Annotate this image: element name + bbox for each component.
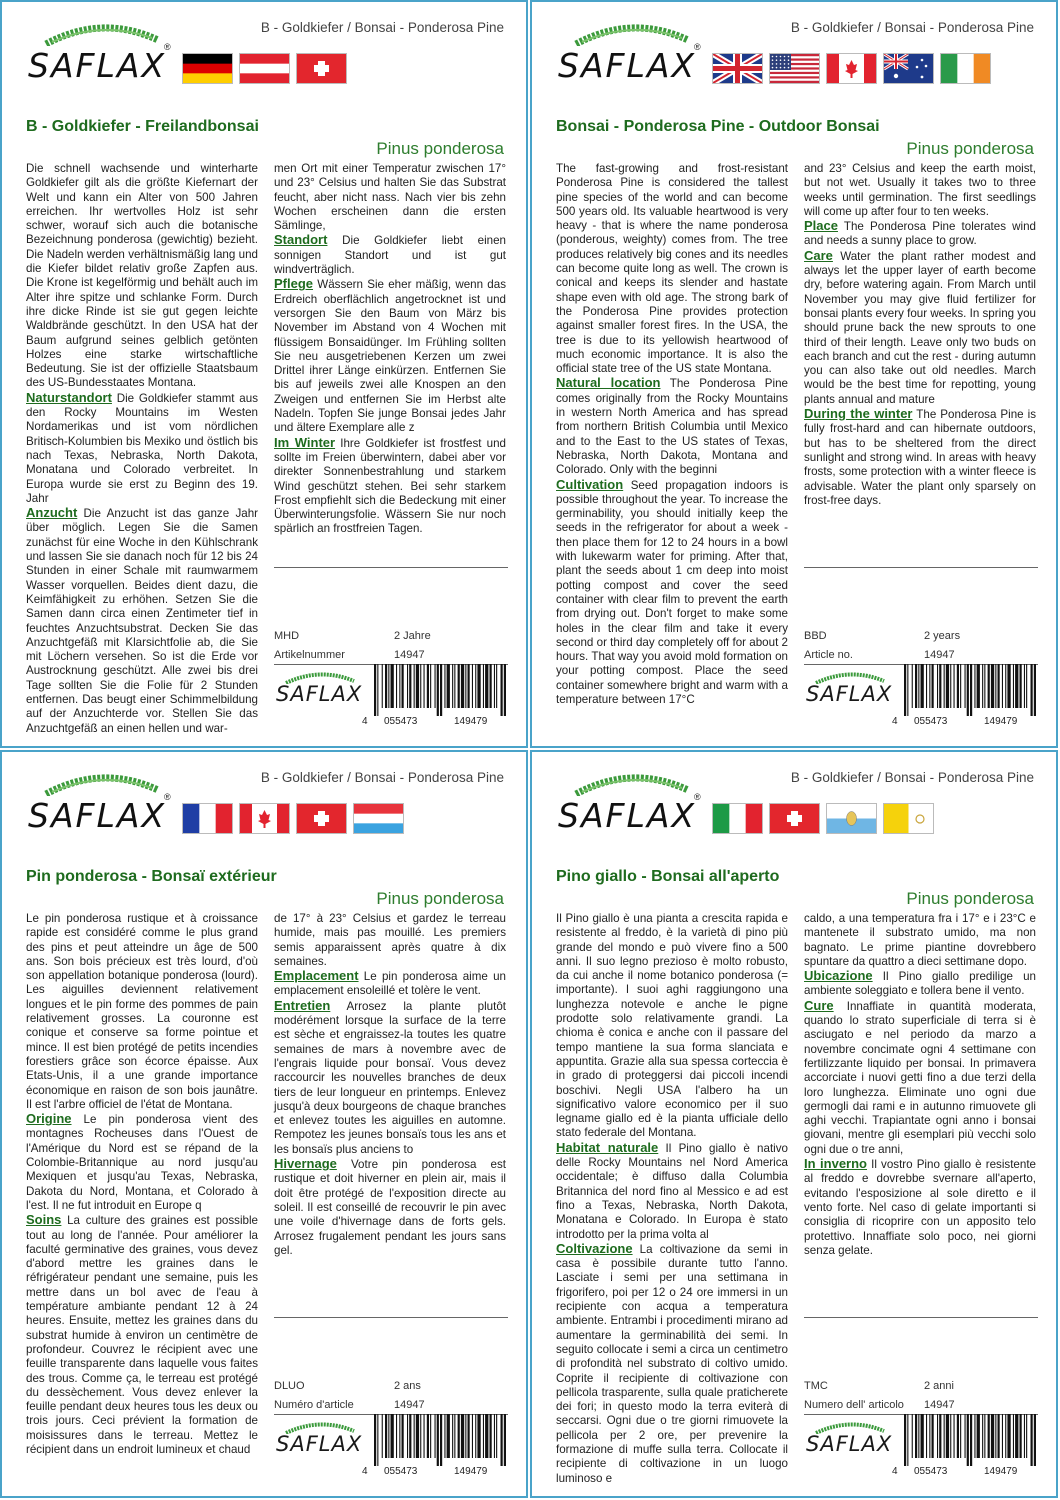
section-heading: Origine [26,1111,72,1127]
header-line: B - Goldkiefer / Bonsai - Ponderosa Pine [790,20,1034,35]
paragraph [274,969,506,999]
paragraph-text: The Ponderosa Pine comes originally from the Rocky Mountains in western North America and has spread from northern British Columbia until Mexico and to the East to the US states of Texas, Nebraska, North Dakota, Montana and Colorado. Only with the beginni [556,377,788,477]
barcode-digits-left: 055473 [384,716,418,727]
paragraph [556,376,788,477]
section-heading: Entretien [274,997,331,1013]
section-heading: Cure [804,997,834,1013]
brand-wordmark-small: SAFLAX [806,682,893,706]
section-heading: Emplacement [274,968,359,984]
paragraph-text: Water the plant rather modest and always let the upper layer of earth become dry, before watering again. From March until November you may give fluid fertilizer for bonsai plants every four weeks. In spring you should prune back the new sprouts to one third of their length. Leave only two buds on each branch and cut the rest - during autumn you can also take out old needles. March would be the best time for repotting, young plants annual and mature [804,249,1036,406]
paragraph-text: Le pin ponderosa rustique et à croissance rapide est considéré comme le plus grand des pins et peut atteindre un âge de 500 ans. Son bois précieux est très lourd, d'où son appellation botanique ponderosa (lourd). Les aiguilles deviennent relativement longues et le pin forme des pommes de pain relativement grosses. La couronne est conique et conserve sa forme pointue et mince. Il est bien protégé de petits incendies forestiers grâce son écorce épaisse. Aux Etats-Unis, il a une grande importance économique en raison de son bois jaunâtre. Il est l'arbre officiel de l'état de Montana. [26,912,258,1111]
paragraph [274,999,506,1157]
flag-sm-icon [826,803,877,834]
paragraph [26,391,258,506]
section-heading: Pflege [274,276,314,292]
flag-ch-icon [769,803,820,834]
paragraph-text: Die Anzucht ist das ganze Jahr über möglich. Legen Sie die Samen zunächst für eine Woche in den Kühlschrank und lassen Sie sie danach noch für 12 bis 24 Stunden in einer Schale mit raumwarmem Wasser vorquellen. Beides dient dazu, die Keimfähigkeit zu erhöhen. Setzen Sie die Samen dann circa einen Zentimeter tief in feuchtes Anzuchtsubstrat. Decken Sie das Anzuchtgefäß mit Klarsichtfolie ab, die Sie mit Löchern versehen. So ist die Erde vor Austrocknung geschützt. Alle zwei bis drei Tage sollten Sie die Folie für 2 Stunden entfernen. Das beugt einer Schimmelbildung auf der Anzuchterde vor. Stellen Sie das Anzuchtgefäß an einen hellen und war- [26,507,258,735]
saflax-mini-logo [804,670,899,715]
paragraph-text: Die Goldkiefer stammt aus den Rocky Mountains im Westen Nordamerikas und ist vom nördlichen Britisch-Kolumbien bis Mexiko und östlich bis nach Texas, Nebraska, North Dakota, Monatana und Colorado verbreitet. In Europa wurde sie erst zu Beginn des 19. Jahr [26,391,258,505]
text-column-left [26,912,258,1457]
section-heading: Care [804,247,833,263]
paragraph [26,506,258,736]
header-line: B - Goldkiefer / Bonsai - Ponderosa Pine [790,770,1034,785]
section-heading: Standort [274,232,328,248]
section-heading: Habitat naturale [556,1139,659,1155]
barcode-digits-right: 149479 [454,716,488,727]
paragraph [804,219,1036,249]
barcode-digits-left: 055473 [914,1466,948,1477]
paragraph [556,912,788,1141]
paragraph [804,999,1036,1157]
flag-row [182,803,404,834]
latin-name: Pinus ponderosa [376,139,504,158]
flag-ch-icon [296,803,347,834]
paragraph [556,162,788,376]
brand-wordmark-small: SAFLAX [276,682,363,706]
brand-wordmark: SAFLAX [28,796,167,835]
paragraph-text: Il Pino giallo è nativo delle Rocky Mountains nel Nord America occidentale; è diffuso dalla Columbia Britannica del nord fino al Messico e ad est fino a Texas, Nebraska, North Dakota, Monatana e Colorado. In Europa è stato introdotto per la prima volta al [556,1141,788,1241]
paragraph-text: Ihre Goldkiefer ist frostfest und sollte im Freien überwintern, dabei aber vor direkter Sonnenbestrahlung und starkem Wind geschützt stehen. Bei sehr starkem Frost empfiehlt sich die Bedeckung mit einer Überwinterungsfolie. Wässern Sie nur noch spärlich an frostfreien Tagen. [274,436,506,536]
text-column-right [274,912,506,1258]
meta-value: 2 years [924,630,961,642]
section-heading: Natural location [556,375,661,391]
grass-arc-icon [42,770,162,796]
latin-name: Pinus ponderosa [376,889,504,908]
paragraph-text: Il Pino giallo è una pianta a crescita rapida e resistente al freddo, è la varietà di pino più grande del mondo e può vivere fino a 500 anni. Il suo legno prezioso è molto robusto, da cui anche il nome botanico ponderosa (= importante). I suoi aghi raggiungono una lunghezza notevole e anche le pigne prodotte solo relativamente grandi. La chioma è conica e anche con il passare del tempo mantiene la sua forma slanciata e appuntita. Grazie alla sua spessa corteccia è in grado di proteggersi dai piccoli incendi boschivi. Negli USA l'albero ha un significativo valore economico per il suo legname giallo ed è la pianta ufficiale dello stato federale del Montana. [556,912,788,1140]
brand-wordmark: SAFLAX [28,46,167,85]
barcode-digits-left: 055473 [914,716,948,727]
section-heading: Anzucht [26,505,78,521]
paragraph-text: Arrosez la plante plutôt modérément lorsque la surface de la terre est sèche et engraissez-la toutes les quatre semaines de mars à novembre avec de l'engrais liquide pour bonsaï. Vous devez raccourcir les nouvelles branches de deux tiers de leur longueur en printemps. Enlevez jusqu'à deux bourgeons de chaque branches et enlevez toutes les aiguilles en automne. Rempotez les jeunes bonsaïs tous les ans et les bonsaïs plus anciens to [274,999,506,1156]
meta-label: Artikelnummer [274,649,345,661]
paragraph [804,407,1036,508]
saflax-mini-logo [804,1420,899,1465]
meta-label: TMC [804,1380,828,1392]
saflax-mini-logo [274,670,369,715]
paragraph [274,912,506,969]
saflax-logo [556,18,706,88]
barcode-digits-right: 149479 [984,1466,1018,1477]
paragraph-text: de 17° à 23° Celsius et gardez le terreau humide, mais pas mouillé. Les premiers semis apparaissent après quatre à dix semaines. [274,912,506,968]
saflax-logo [26,768,176,838]
barcode-digit-prefix: 4 [892,1466,898,1477]
section-heading: Im Winter [274,434,336,450]
meta-row-article [804,1399,1038,1411]
paragraph-text: Le pin ponderosa vient des montagnes Rocheuses dans l'Ouest de l'Amérique du Nord est se répand de la Colombie-Britannique au nord jusqu'au Mexiquen et jusqu'au Texas, Nebraska, Dakota du Nord, Montana, et Colorado à l'est. Il ne fut introduit en Europe q [26,1113,258,1212]
meta-value: 2 anni [924,1380,954,1392]
section-heading: Cultivation [556,476,624,492]
brand-wordmark-small: SAFLAX [806,1432,893,1456]
saflax-logo [26,18,176,88]
paragraph-text: La culture des graines est possible tout au long de l'année. Pour améliorer la faculté germinative des graines, vous devez d'abord mettre les graines dans le réfrigérateur pendant une semaine, puis les mettre dans un bol avec de l'eau à température ambiante pendant 12 à 24 heures. Ensuite, mettez les graines dans du substrat humide à environ un centimètre de profondeur. Couvrez le récipient avec une feuille transparente dans laquelle vous faites des trous. Comme ça, le terreau est protégé du dessèchement. Vous devez enlever la feuille pendant deux heures tous les deux ou trois jours. Ceci prévient la formation de moisissures dans le terreau. Mettez le récipient dans un endroit lumineux et chaud [26,1214,258,1456]
section-heading: Hivernage [274,1156,337,1172]
paragraph-text: La coltivazione da semi in casa è possibile durante tutto l'anno. Lasciate i semi per una settimana in frigorifero, poi per 12 o 24 ore immersi in un recipiente con acqua a temperatura ambiente. Entrambi i procedimenti mirano ad aumentare la germinabilità dei semi. In seguito collocate i semi a circa un centimetro di profondità nel substrato di coltivo umido. Coprite il recipiente di coltivazione con pellicola trasparente, sulla quale praticherete dei fori; in questo modo la terra eviterà di seccarsi. Ogni due o tre giorni rimuovete la pellicola per 2 ore, per prevenire la formazione di muffe sulla terra. Collocate il recipiente di coltivazione in un luogo luminoso e [556,1242,788,1485]
paragraph [274,233,506,277]
flag-ch-icon [296,53,347,84]
meta-value: 2 ans [394,1380,421,1392]
registered-mark: ® [694,42,701,52]
paragraph-text: Le pin ponderosa aime un emplacement ensoleillé et tolère le vent. [274,970,506,998]
meta-label: MHD [274,630,300,642]
paragraph [804,912,1036,969]
barcode-digits-left: 055473 [384,1466,418,1477]
meta-row-expiry [274,630,508,642]
paragraph-text: Il Pino giallo predilige un ambiente soleggiato e tollera bene il vento. [804,970,1036,998]
paragraph [274,277,506,435]
section-heading: Soins [26,1212,62,1228]
barcode-icon [372,1414,508,1466]
section-heading: Ubicazione [804,968,873,984]
flag-ca-icon [826,53,877,84]
panel-german [0,0,528,748]
paragraph-text: Il vostro Pino giallo è resistente al freddo e dovrebbe svernare all'aperto, evitando l'esposizione al sole diretto e il vento forte. Nel caso di gelate importanti si consiglia di ricoprire con un apposito telo protettivo. Innaffiate solo poco, nei giorni senza gelate. [804,1158,1037,1257]
panel-english [530,0,1058,748]
meta-row-expiry [804,630,1038,642]
flag-au-icon [883,53,934,84]
paragraph [26,1112,258,1213]
paragraph-text: Seed propagation indoors is possible throughout the year. To increase the germinability, you should initially keep the seeds in the refrigerator for about a week - then place them for 12 to 24 hours in a bowl with lukewarm water for priming. After that, plant the seeds about 1 cm deep into moist potting compost and cover the seed container with clear film to prevent the earth from drying out. Don't forget to make some holes in the clear film and take it every second or third day completely off for about 2 hours. That way you avoid mold formation on your potting compost. Place the seed container somewhere bright and warm with a temperature between 17°C [556,478,788,706]
meta-row-expiry [274,1380,508,1392]
meta-value: 14947 [394,1399,425,1411]
meta-label: Numéro d'article [274,1399,354,1411]
barcode-digit-prefix: 4 [362,716,368,727]
paragraph-text: caldo, a una temperatura fra i 17° e i 23°C e mantenete il substrato umido, ma non bagnato. Le prime piantine dovrebbero spuntare da quattro a dieci settimane dopo. [804,912,1036,968]
flag-ie-icon [940,53,991,84]
section-heading: Coltivazione [556,1240,633,1256]
barcode-icon [372,664,508,716]
paragraph [26,1213,258,1457]
paragraph-text: The fast-growing and frost-resistant Ponderosa Pine is considered the tallest pine species of the world and can become 500 years old. Its valuable heartwood is very heavy - that is where the name ponderosa (ponderous, weighty) comes from. The tree produces relatively big cones and its needles can become quite long as well. The crown is conical and keeps its slender and hastate shape even with old age. The strong bark of the Ponderosa Pine provides protection against smaller forest fires. In the USA, the tree is due to its yellowish heartwood of much economic importance. It is also the official state tree of the US state Montana. [556,162,788,376]
meta-label: BBD [804,630,827,642]
barcode-digits-right: 149479 [984,716,1018,727]
brand-wordmark: SAFLAX [558,796,697,835]
panel-french [0,750,528,1498]
paragraph [274,162,506,233]
latin-name: Pinus ponderosa [906,889,1034,908]
separator [804,567,1038,568]
flag-va-icon [883,803,934,834]
panel-italian [530,750,1058,1498]
text-column-left [556,912,788,1486]
text-column-right [274,162,506,537]
meta-row-article [804,649,1038,661]
section-heading: Naturstandort [26,389,112,405]
flag-fr-icon [182,803,233,834]
meta-value: 14947 [394,649,425,661]
flag-row [712,53,991,84]
meta-value: 2 Jahre [394,630,431,642]
product-title: Pin ponderosa - Bonsaï extérieur [26,868,277,885]
text-column-right [804,912,1036,1258]
meta-row-expiry [804,1380,1038,1392]
brand-wordmark-small: SAFLAX [276,1432,363,1456]
separator [804,1317,1038,1318]
product-title: B - Goldkiefer - Freilandbonsai [26,118,259,135]
separator [274,567,508,568]
flag-lu-icon [353,803,404,834]
text-column-left [556,162,788,707]
latin-name: Pinus ponderosa [906,139,1034,158]
saflax-mini-logo [274,1420,369,1465]
saflax-logo [556,768,706,838]
paragraph-text: Die schnell wachsende und winterharte Goldkiefer gilt als die größte Kiefernart der Welt und kann ein Alter von 500 Jahren erreichen. Ihr wertvolles Holz ist sehr schwer, worauf sich auch die botanische Bezeichnung ponderosa (gewichtig) bezieht. Die Nadeln werden verhältnismäßig lang und die Kiefer bildet relativ große Zapfen aus. Die Krone ist kegelförmig und behält auch im Alter ihre spitze und schlanke Form. Durch ihre dicke Rinde ist sie gut gegen leichte Waldbrände geschützt. In den USA hat der Baum aufgrund seines gelblich getönten Holzes eine starke wirtschaftliche Bedeutung. Sie ist der offizielle Staatsbaum des US-Bundesstaates Montana. [26,162,258,390]
flag-it-icon [712,803,763,834]
flag-row [712,803,934,834]
meta-value: 14947 [924,1399,955,1411]
product-title: Bonsai - Ponderosa Pine - Outdoor Bonsai [556,118,880,135]
flag-us-icon [769,53,820,84]
flag-gb-icon [712,53,763,84]
section-heading: In inverno [804,1156,868,1172]
paragraph [274,1157,506,1258]
meta-value: 14947 [924,649,955,661]
paragraph-text: Die Goldkiefer liebt einen sonnigen Standort und ist gut windverträglich. [274,234,506,277]
paragraph-text: Votre pin ponderosa est rustique et doit hiverner en plein air, mais il doit être protégé de l'exposition directe au soleil. Il est conseillé de recouvrir le pin avec une voile d'hivernage dans de forts gels. Arrosez frugalement pendant les jours sans gel. [274,1158,506,1257]
registered-mark: ® [164,792,171,802]
paragraph [274,436,506,537]
paragraph-text: men Ort mit einer Temperatur zwischen 17° und 23° Celsius und halten Sie das Substrat feucht, aber nicht nass. Nach vier bis zehn Wochen erscheinen dann die ersten Sämlinge, [274,162,506,233]
barcode-icon [902,664,1038,716]
section-heading: Place [804,218,838,234]
flag-at-icon [239,53,290,84]
barcode-digits-right: 149479 [454,1466,488,1477]
separator [274,1317,508,1318]
text-column-right [804,162,1036,508]
meta-row-article [274,649,508,661]
grass-arc-icon [42,20,162,46]
meta-row-article [274,1399,508,1411]
flag-ca-icon [239,803,290,834]
paragraph-text: and 23° Celsius and keep the earth moist, but not wet. Usually it takes two to three weeks until germination. The first seedlings will come up after four to ten weeks. [804,162,1036,218]
registered-mark: ® [694,792,701,802]
paragraph [556,1141,788,1242]
meta-label: Numero dell' articolo [804,1399,904,1411]
paragraph [556,478,788,708]
flag-de-icon [182,53,233,84]
meta-label: Article no. [804,649,853,661]
barcode-icon [902,1414,1038,1466]
paragraph [26,912,258,1112]
paragraph-text: Innaffiate in quantità moderata, quando lo strato superficiale di terra si è asciugato e nel periodo da marzo a novembre concimate ogni 4 settimane con fertilizzante liquido per bonsai. In primavera accorciate i nuovi getti fino a due terzi della loro lunghezza. Eliminate uno ogni due germogli dai rami e in autunno rimuovete gli aghi vecchi. Trapiantate ogni anno i bonsai giovani, mentre gli esemplari più vecchi solo ogni due o tre anni, [804,999,1036,1156]
section-heading: During the winter [804,406,913,422]
header-line: B - Goldkiefer / Bonsai - Ponderosa Pine [260,770,504,785]
paragraph [804,162,1036,219]
paragraph-text: Wässern Sie eher mäßig, wenn das Erdreich oberflächlich angetrocknet ist und versorgen Sie den Baum von März bis November im Abstand von 4 Wochen mit flüssigem Bonsaidünger. Im Frühling sollten Sie neu ausgetriebenen Kerzen um zwei Drittel ihrer Länge einkürzen. Entfernen Sie bis auf jeweils zwei alle Knospen an den Zweigen und entfernen Sie im Herbst alte Nadeln. Topfen Sie junge Bonsai jedes Jahr und ältere Exemplare alle z [274,278,506,435]
meta-label: DLUO [274,1380,305,1392]
paragraph-text: The Ponderosa Pine tolerates wind and needs a sunny place to grow. [804,220,1036,248]
paragraph [804,969,1036,999]
paragraph [556,1242,788,1486]
paragraph-text: The Ponderosa Pine is fully frost-hard and can hibernate outdoors, but has to be sheltered from the direct sunlight and strong wind. In areas with heavy frosts, some protection with a winter fleece is advisable. Water the plant only sparsely on frost-free days. [804,408,1037,507]
registered-mark: ® [164,42,171,52]
barcode-digit-prefix: 4 [892,716,898,727]
paragraph [804,249,1036,407]
product-title: Pino giallo - Bonsai all'aperto [556,868,780,885]
grass-arc-icon [572,770,692,796]
paragraph [26,162,258,391]
flag-row [182,53,347,84]
paragraph [804,1157,1036,1258]
grass-arc-icon [572,20,692,46]
text-column-left [26,162,258,736]
brand-wordmark: SAFLAX [558,46,697,85]
barcode-digit-prefix: 4 [362,1466,368,1477]
header-line: B - Goldkiefer / Bonsai - Ponderosa Pine [260,20,504,35]
